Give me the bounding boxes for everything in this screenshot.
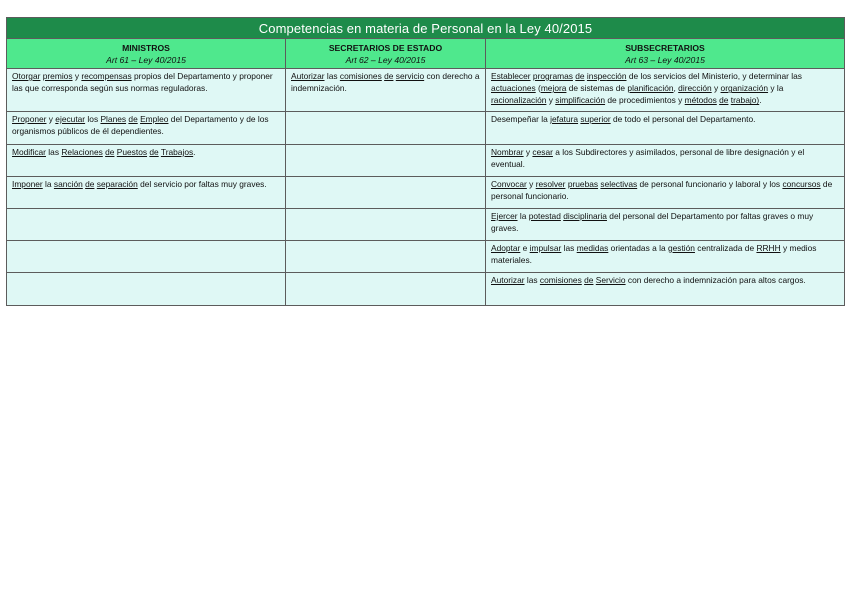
cell-text-run: con derecho a indemnización.: [291, 71, 480, 94]
underlined-term: Convocar: [491, 179, 527, 189]
cell-subsecretarios: [486, 209, 845, 241]
underlined-term: métodos: [684, 95, 717, 106]
cell-text-run: y: [46, 114, 56, 124]
underlined-term: Empleo: [140, 114, 169, 124]
underlined-term: planificación: [627, 83, 674, 94]
cell-secretarios: [286, 273, 486, 306]
table-row: [7, 112, 845, 145]
underlined-term: medidas: [576, 243, 609, 253]
cell-text-run: de personal funcionario y laboral y los: [637, 179, 783, 189]
underlined-term: Proponer: [12, 114, 47, 124]
cell-text-run: y medios materiales.: [491, 243, 817, 266]
cell-secretarios: [286, 177, 486, 209]
underlined-term: superior: [580, 114, 611, 124]
underlined-term: premios: [42, 71, 73, 81]
underlined-term: recompensas: [81, 71, 132, 81]
cell-text-run: con derecho a indemnización para altos cargos.: [625, 275, 806, 285]
cell-secretarios: [286, 112, 486, 145]
cell-subsecretarios: [486, 273, 845, 306]
underlined-term: Planes: [100, 114, 127, 124]
underlined-term: mejora: [540, 83, 567, 94]
cell-text-run: orientadas a la: [608, 243, 668, 253]
cell-text-run: Desempeñar la: [491, 114, 551, 124]
cell-ministros: [7, 241, 286, 273]
underlined-term: disciplinaria: [563, 211, 607, 221]
underlined-term: gestión: [667, 243, 695, 253]
underlined-term: servicio: [395, 71, 425, 81]
cell-text-run: la: [517, 211, 529, 221]
cell-text-run: de procedimientos y: [605, 95, 685, 106]
underlined-term: de: [85, 179, 95, 189]
underlined-term: Relaciones: [61, 147, 103, 157]
cell-secretarios: [286, 69, 486, 112]
cell-secretarios: [286, 145, 486, 177]
underlined-term: comisiones: [339, 71, 382, 81]
cell-text-run: y: [523, 147, 533, 157]
underlined-term: Ejercer: [491, 211, 518, 221]
header-row: [7, 39, 845, 69]
column-header-secretarios: [286, 39, 486, 69]
underlined-term: organización: [720, 83, 769, 94]
table-title: Competencias en materia de Personal en la Ley 40/2015: [7, 18, 845, 39]
underlined-term: Autorizar: [491, 275, 525, 285]
cell-secretarios: [286, 209, 486, 241]
underlined-term: inspección: [586, 71, 627, 81]
cell-ministros: [7, 273, 286, 306]
cell-text-run: de los servicios del Ministerio, y determinar las: [626, 71, 802, 81]
cell-ministros: [7, 145, 286, 177]
cell-text-run: los: [85, 114, 101, 124]
document-page: [6, 17, 844, 306]
underlined-term: de: [128, 114, 138, 124]
underlined-term: de: [719, 95, 729, 106]
underlined-term: Imponer: [12, 179, 43, 189]
underlined-term: Puestos: [116, 147, 148, 157]
cell-text-run: propios del Departamento y proponer las que corresponda según sus normas reguladoras.: [12, 71, 273, 94]
cell-text-run: de sistemas de: [566, 83, 628, 94]
cell-text-run: del Departamento y de los organismos públicos de él dependientes.: [12, 114, 269, 137]
column-header-name: SECRETARIOS DE ESTADO: [328, 42, 443, 53]
cell-text-run: y: [526, 179, 536, 189]
title-row: [7, 18, 845, 39]
underlined-term: comisiones: [539, 275, 582, 285]
cell-ministros: [7, 112, 286, 145]
underlined-term: de: [575, 71, 585, 81]
cell-text-run: las: [561, 243, 577, 253]
cell-subsecretarios: [486, 69, 845, 112]
underlined-term: resolver: [535, 179, 566, 189]
cell-text-run: y la: [768, 83, 784, 94]
underlined-term: sanción: [53, 179, 83, 189]
cell-text-run: y: [72, 71, 82, 81]
cell-secretarios: [286, 241, 486, 273]
table-row: [7, 69, 845, 112]
column-header-subsecretarios: [486, 39, 845, 69]
column-header-article: Art 63 – Ley 40/2015: [625, 54, 705, 65]
underlined-term: pruebas: [567, 179, 599, 189]
competencias-table: [6, 17, 845, 306]
table-row: [7, 145, 845, 177]
cell-text-run: la: [42, 179, 54, 189]
underlined-term: Servicio: [595, 275, 626, 285]
underlined-term: trabajo): [730, 95, 760, 106]
underlined-term: Otorgar: [12, 71, 41, 81]
table-row: [7, 241, 845, 273]
column-header-name: MINISTROS: [122, 42, 170, 53]
underlined-term: actuaciones: [491, 83, 536, 94]
underlined-term: jefatura: [550, 114, 579, 124]
cell-text-run: .: [759, 95, 762, 106]
cell-text-run: de todo el personal del Departamento.: [610, 114, 756, 124]
underlined-term: impulsar: [529, 243, 562, 253]
cell-text-run: las: [45, 147, 62, 157]
cell-text-run: .: [193, 147, 196, 157]
underlined-term: RRHH: [756, 243, 781, 253]
cell-text-run: las: [524, 275, 540, 285]
cell-ministros: [7, 209, 286, 241]
underlined-term: Modificar: [12, 147, 46, 157]
underlined-term: dirección: [678, 83, 712, 94]
column-header-article: Art 61 – Ley 40/2015: [106, 54, 186, 65]
cell-subsecretarios: [486, 241, 845, 273]
cell-text-run: y: [711, 83, 721, 94]
cell-text-run: a los Subdirectores y asimilados, personal de libre designación y el eventual.: [491, 147, 805, 170]
cell-subsecretarios: [486, 112, 845, 145]
underlined-term: potestad: [528, 211, 561, 221]
cell-subsecretarios: [486, 177, 845, 209]
cell-text-run: e: [520, 243, 530, 253]
underlined-term: Autorizar: [291, 71, 325, 81]
underlined-term: Trabajos: [160, 147, 194, 157]
cell-text-run: centralizada de: [694, 243, 757, 253]
column-header-article: Art 62 – Ley 40/2015: [345, 54, 426, 65]
underlined-term: separación: [96, 179, 138, 189]
cell-ministros: [7, 69, 286, 112]
underlined-term: Establecer: [491, 71, 531, 81]
table-row: [7, 209, 845, 241]
table-row: [7, 273, 845, 306]
cell-text-run: del personal del Departamento por faltas graves o muy graves.: [491, 211, 814, 234]
column-header-name: SUBSECRETARIOS: [625, 42, 705, 53]
underlined-term: Adoptar: [491, 243, 521, 253]
underlined-term: de: [149, 147, 159, 157]
cell-text-run: del servicio por faltas muy graves.: [137, 179, 267, 189]
underlined-term: racionalización: [491, 95, 547, 106]
underlined-term: de: [584, 275, 594, 285]
table-row: [7, 177, 845, 209]
cell-subsecretarios: [486, 145, 845, 177]
underlined-term: simplificación: [555, 95, 606, 106]
underlined-term: programas: [532, 71, 573, 81]
underlined-term: selectivas: [600, 179, 638, 189]
cell-text-run: (: [535, 83, 541, 94]
cell-text-run: y: [546, 95, 556, 106]
underlined-term: concursos: [782, 179, 821, 189]
underlined-term: Nombrar: [491, 147, 524, 157]
cell-text-run: las: [324, 71, 340, 81]
cell-ministros: [7, 177, 286, 209]
cell-text-run: ,: [673, 83, 679, 94]
underlined-term: cesar: [532, 147, 553, 157]
underlined-term: ejecutar: [55, 114, 86, 124]
underlined-term: de: [384, 71, 394, 81]
cell-text-run: de personal funcionario.: [491, 179, 833, 202]
column-header-ministros: [7, 39, 286, 69]
underlined-term: de: [105, 147, 115, 157]
